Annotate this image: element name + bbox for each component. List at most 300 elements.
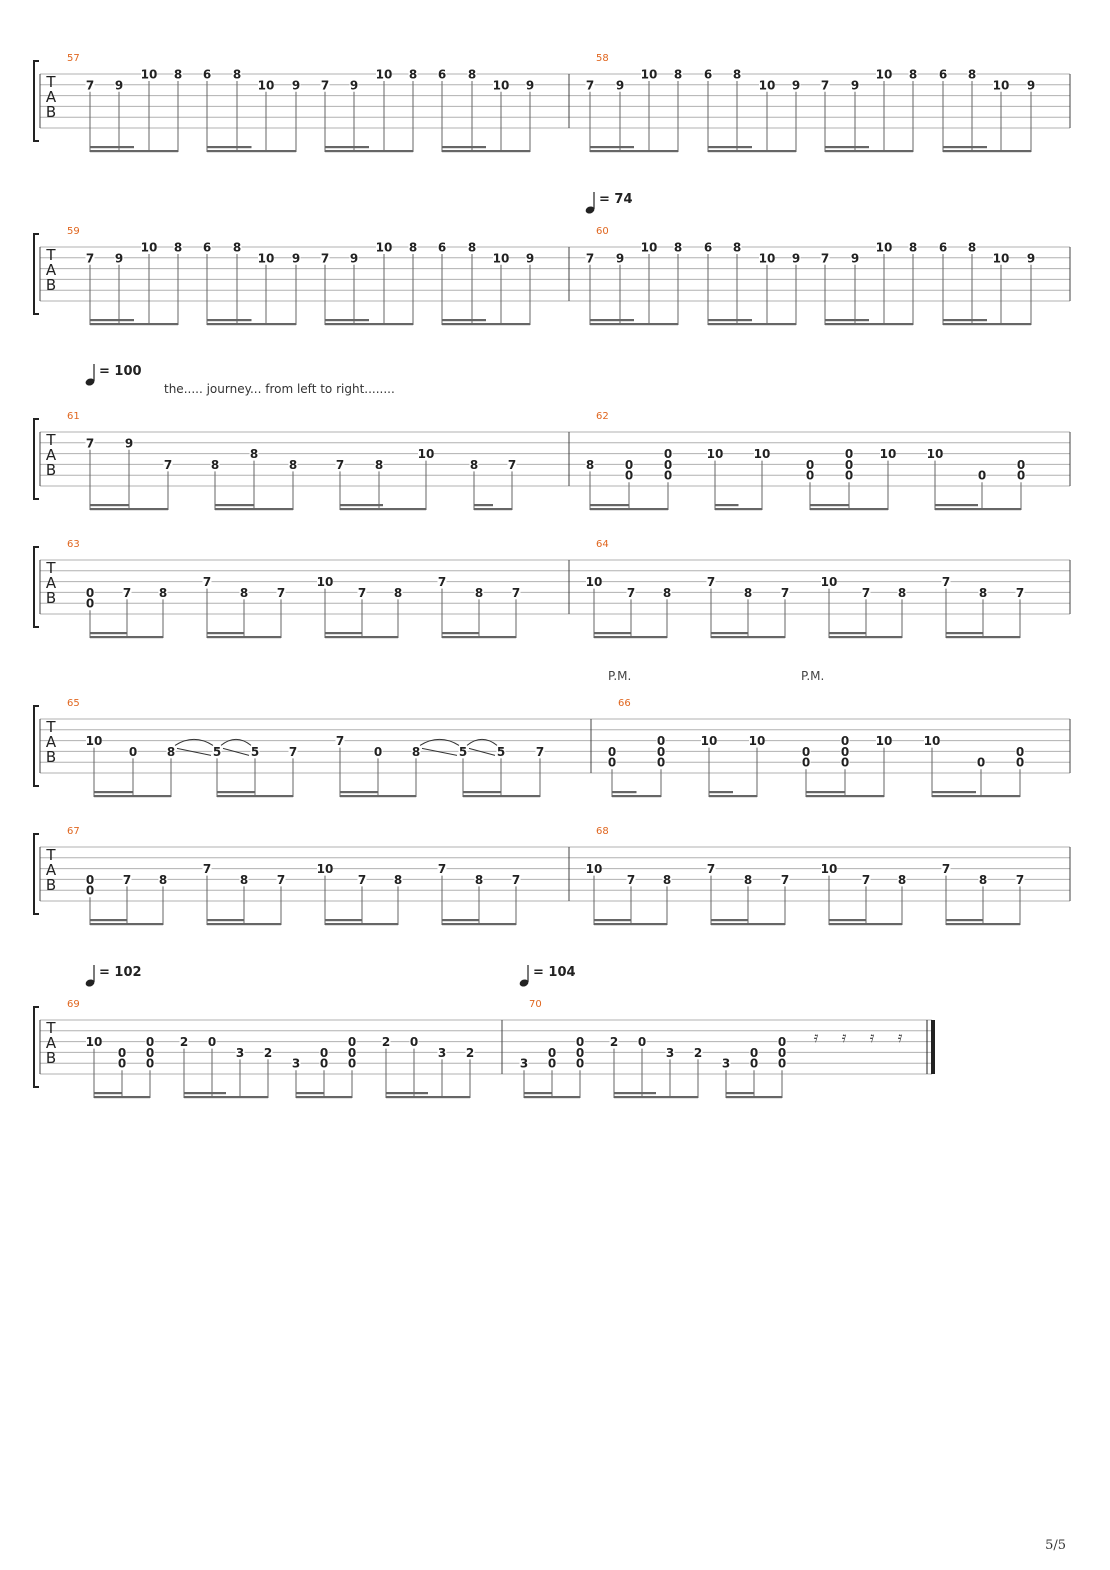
fret-number: 6: [202, 240, 212, 255]
measure-number: 63: [67, 539, 80, 550]
beam-secondary: [726, 1092, 754, 1094]
rest-symbol: 𝄿: [841, 1028, 847, 1046]
fret-number: 10: [417, 447, 435, 462]
fret-number: 10: [140, 240, 158, 255]
fret-number: 6: [938, 67, 948, 82]
beam-secondary: [612, 791, 637, 793]
fret-number: 9: [291, 78, 301, 93]
tab-system: [34, 419, 1070, 510]
fret-number: 7: [820, 251, 830, 266]
fret-number: 7: [122, 585, 132, 600]
fret-number: 7: [861, 872, 871, 887]
tab-clef-letter: T: [46, 431, 56, 449]
beam: [217, 795, 293, 797]
beam: [474, 508, 512, 510]
rest-symbol: 𝄿: [897, 1028, 903, 1046]
beam-secondary: [709, 791, 733, 793]
beam-secondary: [442, 919, 479, 921]
fret-number: 8: [743, 585, 753, 600]
fret-number: 9: [850, 251, 860, 266]
fret-number: 10: [700, 734, 718, 749]
fret-number: 10: [140, 67, 158, 82]
measure-number: 59: [67, 226, 80, 237]
tab-clef-letter: B: [45, 276, 57, 294]
beam-secondary: [825, 319, 869, 321]
fret-number: 9: [615, 78, 625, 93]
beam: [614, 1096, 698, 1098]
fret-number: 7: [85, 251, 95, 266]
fret-number: 8: [662, 872, 672, 887]
measure-number: 68: [596, 826, 609, 837]
beam-secondary: [325, 319, 369, 321]
beam: [825, 150, 913, 152]
fret-number: 7: [1015, 585, 1025, 600]
fret-number: 9: [850, 78, 860, 93]
fret-number: 0: [117, 1056, 127, 1071]
system-bracket: [34, 834, 39, 914]
fret-number: 10: [923, 734, 941, 749]
fret-number: 3: [437, 1045, 447, 1060]
tab-clef-letter: A: [45, 1034, 57, 1052]
beam: [524, 1096, 580, 1098]
fret-number: 2: [693, 1045, 703, 1060]
fret-number: 0: [319, 1045, 329, 1060]
fret-number: 2: [465, 1045, 475, 1060]
tab-clef-letter: B: [45, 748, 57, 766]
beam-secondary: [207, 319, 252, 321]
fret-number: 10: [879, 447, 897, 462]
beam-secondary: [708, 319, 752, 321]
beam-secondary: [207, 919, 244, 921]
fret-number: 2: [609, 1035, 619, 1050]
beam: [325, 636, 398, 638]
fret-number: 8: [978, 585, 988, 600]
fret-number: 7: [437, 862, 447, 877]
fret-number: 0: [85, 585, 95, 600]
fret-number: 7: [320, 251, 330, 266]
beam: [207, 923, 281, 925]
fret-number: 10: [992, 78, 1010, 93]
fret-number: 7: [276, 585, 286, 600]
beam-secondary: [946, 919, 983, 921]
beam: [325, 323, 413, 325]
beam: [711, 636, 785, 638]
tempo-value: = 104: [533, 965, 576, 980]
tempo-value: = 74: [599, 192, 633, 207]
fret-number: 0: [347, 1035, 357, 1050]
beam-secondary: [463, 791, 502, 793]
fret-number: 9: [615, 251, 625, 266]
beam-secondary: [217, 791, 255, 793]
fret-number: 8: [908, 67, 918, 82]
fret-number: 0: [840, 744, 850, 759]
fret-number: 0: [85, 596, 95, 611]
fret-number: 8: [474, 872, 484, 887]
fret-number: 8: [374, 457, 384, 472]
fret-number: 0: [319, 1056, 329, 1071]
fret-number: 0: [1015, 744, 1025, 759]
fret-number: 0: [624, 457, 634, 472]
fret-number: 0: [347, 1045, 357, 1060]
tab-clef-letter: T: [46, 559, 56, 577]
fret-number: 0: [977, 468, 987, 483]
fret-number: 0: [656, 744, 666, 759]
fret-number: 7: [335, 734, 345, 749]
beam-secondary: [590, 504, 629, 506]
tab-clef-letter: B: [45, 876, 57, 894]
beam: [442, 323, 530, 325]
beam-secondary: [325, 632, 362, 634]
beam-secondary: [207, 146, 252, 148]
beam-secondary: [442, 146, 486, 148]
fret-number: 8: [288, 457, 298, 472]
beam: [207, 150, 296, 152]
beam: [810, 508, 888, 510]
fret-number: 0: [656, 755, 666, 770]
system-bracket: [34, 1007, 39, 1087]
system-bracket: [34, 419, 39, 499]
beam-secondary: [474, 504, 493, 506]
fret-number: 8: [908, 240, 918, 255]
fret-number: 0: [663, 468, 673, 483]
tab-clef-letter: A: [45, 88, 57, 106]
beam-secondary: [715, 504, 739, 506]
fret-number: 8: [467, 67, 477, 82]
beam-secondary: [943, 146, 987, 148]
fret-number: 10: [85, 734, 103, 749]
fret-number: 0: [777, 1035, 787, 1050]
beam-secondary: [340, 504, 383, 506]
beam: [594, 636, 667, 638]
tab-system: [34, 834, 1070, 925]
tab-system: [34, 706, 1070, 797]
fret-number: 3: [721, 1056, 731, 1071]
system-bracket: [34, 547, 39, 627]
fret-number: 10: [875, 734, 893, 749]
tab-clef-letter: B: [45, 1049, 57, 1067]
fret-number: 6: [703, 67, 713, 82]
tempo-value: = 102: [99, 965, 142, 980]
beam-secondary: [711, 919, 748, 921]
measure-number: 70: [529, 999, 542, 1010]
beam-secondary: [590, 146, 634, 148]
fret-number: 0: [373, 744, 383, 759]
beam: [215, 508, 293, 510]
fret-number: 3: [665, 1045, 675, 1060]
fret-number: 10: [758, 251, 776, 266]
fret-number: 7: [941, 862, 951, 877]
tempo-mark: [85, 364, 96, 387]
beam: [715, 508, 762, 510]
fret-number: 8: [411, 744, 421, 759]
beam: [94, 1096, 150, 1098]
beam: [726, 1096, 782, 1098]
beam-secondary: [708, 146, 752, 148]
beam-secondary: [810, 504, 849, 506]
measure-number: 65: [67, 698, 80, 709]
fret-number: 8: [239, 585, 249, 600]
fret-number: 9: [525, 251, 535, 266]
beam: [94, 795, 171, 797]
tab-clef-letter: A: [45, 861, 57, 879]
fret-number: 9: [114, 251, 124, 266]
fret-number: 8: [158, 872, 168, 887]
fret-number: 0: [777, 1056, 787, 1071]
fret-number: 0: [749, 1056, 759, 1071]
fret-number: 8: [732, 67, 742, 82]
fret-number: 10: [706, 447, 724, 462]
fret-number: 3: [519, 1056, 529, 1071]
fret-number: 0: [801, 755, 811, 770]
beam: [594, 923, 667, 925]
beam: [325, 923, 398, 925]
fret-number: 8: [393, 872, 403, 887]
fret-number: 10: [820, 575, 838, 590]
fret-number: 5: [250, 744, 260, 759]
fret-number: 7: [780, 585, 790, 600]
fret-number: 10: [316, 862, 334, 877]
fret-number: 8: [239, 872, 249, 887]
fret-number: 7: [585, 78, 595, 93]
beam: [943, 323, 1031, 325]
fret-number: 7: [511, 872, 521, 887]
fret-number: 0: [547, 1056, 557, 1071]
fret-number: 7: [861, 585, 871, 600]
fret-number: 10: [640, 67, 658, 82]
tab-system: [34, 547, 1070, 638]
system-bracket: [34, 61, 39, 141]
beam: [825, 323, 913, 325]
tab-clef-letter: A: [45, 574, 57, 592]
beam-secondary: [711, 632, 748, 634]
fret-number: 0: [663, 447, 673, 462]
fret-number: 9: [349, 78, 359, 93]
fret-number: 9: [791, 251, 801, 266]
fret-number: 7: [202, 862, 212, 877]
measure-number: 67: [67, 826, 80, 837]
fret-number: 8: [474, 585, 484, 600]
measure-number: 58: [596, 53, 609, 64]
fret-number: 8: [408, 240, 418, 255]
fret-number: 7: [288, 744, 298, 759]
fret-number: 0: [840, 755, 850, 770]
fret-number: 0: [607, 744, 617, 759]
fret-number: 7: [706, 575, 716, 590]
rest-symbol: 𝄿: [813, 1028, 819, 1046]
tempo-mark: [519, 965, 530, 988]
lyric-text: the..... journey... from left to right........: [164, 382, 395, 396]
tab-clef-letter: T: [46, 718, 56, 736]
fret-number: 10: [758, 78, 776, 93]
fret-number: 0: [117, 1045, 127, 1060]
beam-secondary: [90, 146, 134, 148]
fret-number: 0: [624, 468, 634, 483]
beam-secondary: [94, 791, 133, 793]
beam-secondary: [90, 632, 127, 634]
tab-clef-letter: T: [46, 246, 56, 264]
fret-number: 5: [212, 744, 222, 759]
beam: [943, 150, 1031, 152]
fret-number: 7: [585, 251, 595, 266]
fret-number: 0: [805, 468, 815, 483]
beam: [184, 1096, 268, 1098]
fret-number: 8: [743, 872, 753, 887]
beam: [590, 323, 678, 325]
page-number: 5/5: [1045, 1538, 1066, 1553]
beam: [442, 150, 530, 152]
fret-number: 6: [437, 240, 447, 255]
fret-number: 10: [748, 734, 766, 749]
fret-number: 10: [257, 78, 275, 93]
palm-mute-label: P.M.: [608, 669, 632, 683]
beam: [386, 1096, 470, 1098]
fret-number: 7: [511, 585, 521, 600]
fret-number: 8: [967, 240, 977, 255]
beam: [325, 150, 413, 152]
fret-number: 7: [780, 872, 790, 887]
fret-number: 7: [626, 585, 636, 600]
beam-secondary: [590, 319, 634, 321]
fret-number: 0: [347, 1056, 357, 1071]
fret-number: 0: [1016, 457, 1026, 472]
fret-number: 0: [840, 734, 850, 749]
measure-number: 69: [67, 999, 80, 1010]
beam-secondary: [932, 791, 976, 793]
fret-number: 3: [235, 1045, 245, 1060]
fret-number: 10: [753, 447, 771, 462]
fret-number: 7: [626, 872, 636, 887]
tab-clef-letter: T: [46, 846, 56, 864]
fret-number: 8: [469, 457, 479, 472]
fret-number: 8: [232, 67, 242, 82]
fret-number: 8: [249, 447, 259, 462]
fret-number: 8: [673, 240, 683, 255]
beam: [340, 795, 416, 797]
fret-number: 8: [166, 744, 176, 759]
beam: [207, 323, 296, 325]
fret-number: 8: [210, 457, 220, 472]
beam-secondary: [442, 319, 486, 321]
fret-number: 10: [585, 862, 603, 877]
tempo-mark: [85, 965, 96, 988]
fret-number: 7: [276, 872, 286, 887]
beam: [90, 508, 168, 510]
beam: [296, 1096, 352, 1098]
palm-mute-label: P.M.: [801, 669, 825, 683]
fret-number: 0: [607, 755, 617, 770]
fret-number: 8: [467, 240, 477, 255]
fret-number: 7: [437, 575, 447, 590]
fret-number: 10: [875, 240, 893, 255]
fret-number: 0: [1016, 468, 1026, 483]
fret-number: 7: [85, 78, 95, 93]
fret-number: 9: [349, 251, 359, 266]
fret-number: 7: [163, 457, 173, 472]
measure-number: 64: [596, 539, 609, 550]
beam-secondary: [184, 1092, 226, 1094]
fret-number: 8: [673, 67, 683, 82]
fret-number: 10: [640, 240, 658, 255]
fret-number: 0: [575, 1035, 585, 1050]
beam-secondary: [829, 632, 866, 634]
beam-secondary: [614, 1092, 656, 1094]
fret-number: 8: [967, 67, 977, 82]
beam: [829, 923, 902, 925]
fret-number: 8: [897, 872, 907, 887]
fret-number: 0: [749, 1045, 759, 1060]
fret-number: 7: [820, 78, 830, 93]
beam: [340, 508, 426, 510]
beam: [90, 150, 178, 152]
fret-number: 9: [791, 78, 801, 93]
tab-clef-letter: B: [45, 589, 57, 607]
beam: [207, 636, 281, 638]
beam: [442, 636, 516, 638]
fret-number: 7: [320, 78, 330, 93]
beam-secondary: [296, 1092, 324, 1094]
fret-number: 8: [408, 67, 418, 82]
fret-number: 3: [291, 1056, 301, 1071]
fret-number: 10: [257, 251, 275, 266]
fret-number: 0: [663, 457, 673, 472]
tab-clef-letter: T: [46, 1019, 56, 1037]
fret-number: 7: [535, 744, 545, 759]
fret-number: 9: [291, 251, 301, 266]
fret-number: 0: [145, 1045, 155, 1060]
tab-system: [34, 1007, 935, 1098]
fret-number: 8: [897, 585, 907, 600]
beam-secondary: [207, 632, 244, 634]
rest-symbol: 𝄿: [869, 1028, 875, 1046]
beam: [708, 323, 796, 325]
beam: [590, 150, 678, 152]
beam: [806, 795, 884, 797]
fret-number: 0: [575, 1056, 585, 1071]
fret-number: 0: [128, 744, 138, 759]
fret-number: 10: [375, 67, 393, 82]
fret-number: 0: [777, 1045, 787, 1060]
measure-number: 62: [596, 411, 609, 422]
fret-number: 7: [335, 457, 345, 472]
measure-number: 66: [618, 698, 631, 709]
system-bracket: [34, 706, 39, 786]
fret-number: 10: [492, 251, 510, 266]
fret-number: 8: [232, 240, 242, 255]
beam: [90, 923, 163, 925]
beam-secondary: [94, 1092, 122, 1094]
fret-number: 2: [179, 1035, 189, 1050]
fret-number: 9: [1026, 251, 1036, 266]
tab-clef-letter: A: [45, 261, 57, 279]
beam-secondary: [829, 919, 866, 921]
fret-number: 0: [844, 457, 854, 472]
tab-clef-letter: A: [45, 446, 57, 464]
beam-secondary: [90, 919, 127, 921]
beam: [709, 795, 757, 797]
fret-number: 10: [316, 575, 334, 590]
beam: [932, 795, 1020, 797]
fret-number: 10: [820, 862, 838, 877]
beam: [711, 923, 785, 925]
beam-secondary: [325, 919, 362, 921]
fret-number: 7: [122, 872, 132, 887]
fret-number: 8: [158, 585, 168, 600]
fret-number: 0: [85, 872, 95, 887]
fret-number: 10: [85, 1035, 103, 1050]
tab-clef-letter: A: [45, 733, 57, 751]
fret-number: 0: [145, 1056, 155, 1071]
tab-clef-letter: B: [45, 461, 57, 479]
